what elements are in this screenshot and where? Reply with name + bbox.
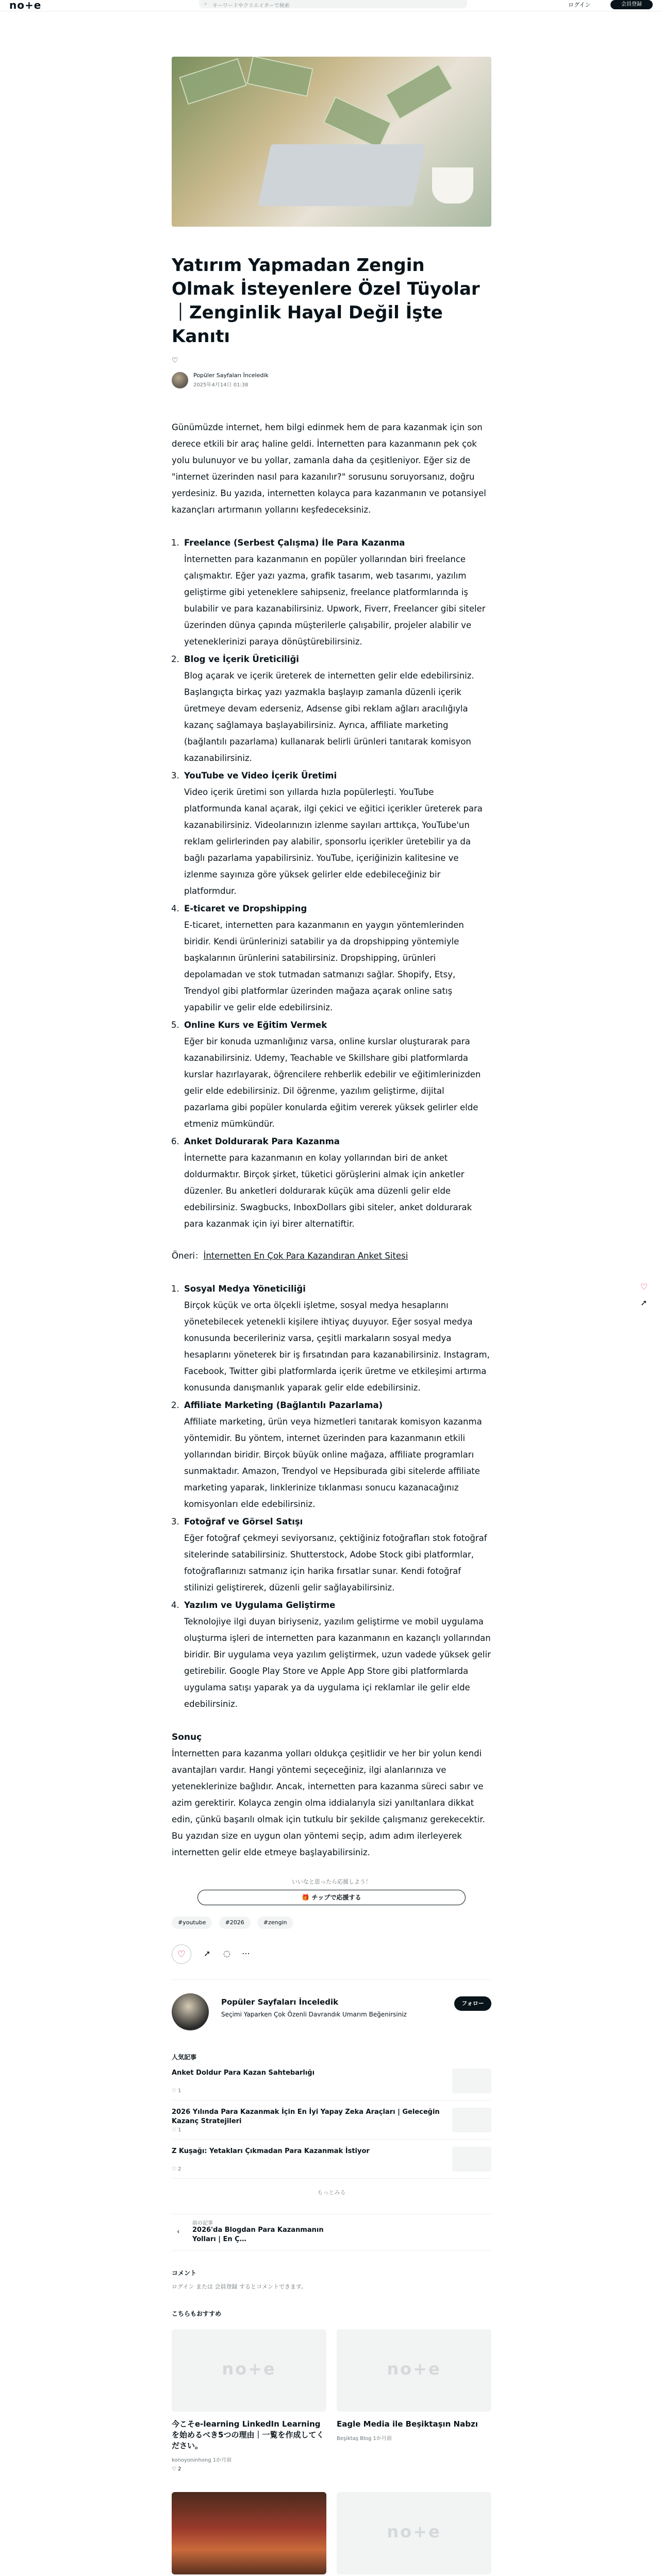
article-date: 2025年4月14日 01:38	[193, 382, 249, 388]
popular-title: 人気記事	[172, 2054, 197, 2061]
share-icon[interactable]: ➚	[204, 1948, 211, 1958]
creator-avatar[interactable]	[172, 1993, 209, 2030]
card-title: Eagle Media ile Beşiktaşın Nabzı	[337, 2419, 478, 2429]
tag-chip[interactable]: #zengin	[257, 1917, 293, 1929]
list-item-desc: Blog açarak ve içerik üreterek de internetten gelir elde edebilirsiniz. Başlangıçta birkaç yazı yazmakla başlayıp zamanla düzenli içerik üretmeye devam ederseniz, Adsense gibi reklam ağları aracılığıyla kazanç sağlamaya başlayabilirsiniz. Ayrıca, affiliate marketing (bağlantılı pazarlama) kullanarak belirli ürünleri tanıtarak komisyon kazanabilirsiniz.	[184, 671, 474, 763]
recommendation-label: Öneri：	[172, 1251, 204, 1261]
comments-note[interactable]: ログイン または 会員登録 するとコメントできます。	[172, 2283, 307, 2290]
list-item-desc: Video içerik üretimi son yıllarda hızla popülerleşti. YouTube platformunda kanal açarak, ilgi çekici ve eğitici içerikler üreterek para kazanabilirsiniz. Videolarınızın izlenme sayıları arttıkça, YouTube'un reklam gelirlerinden pay alabilir, sponsorlu içerikler üretebilir ya da bağlı pazarlama yapabilirsiniz. YouTube, içeriğinizin kalitesine ve izlenme sayınıza göre yüksek gelirler elde edebileceğiniz bir platformdur.	[184, 787, 483, 896]
list-item-title: 4. E-ticaret ve Dropshipping	[184, 904, 307, 913]
list-item-desc: E-ticaret, internetten para kazanmanın en yaygın yöntemlerinden biridir. Kendi ürünlerinizi satabilir ya da dropshipping yöntemiyle başkalarının ürünlerini satabilirsiniz. Dropshipping, ürünleri depolamadan ve stok tutmadan satmanızı sağlar. Shopify, Etsy, Trendyol gibi platformlar üzerinden mağaza açarak online satış yapabilir ve gelir elde edebilirsiniz.	[184, 920, 464, 1012]
list-item-desc: İnternette para kazanmanın en kolay yollarından biri de anket doldurmaktır. Birçok şirket, tüketici görüşlerini almak için anketler düzenler. Bu anketleri doldurarak küçük ama düzenli gelir elde edebilirsiniz. Swagbucks, InboxDollars gibi siteler, anket doldurarak para kazanmak için iyi birer alternatiftir.	[184, 1153, 472, 1229]
login-link[interactable]: ログイン	[568, 2, 591, 8]
popular-item-title: Anket Doldur Para Kazan Sahtebarlığı	[172, 2069, 315, 2077]
recommend-card[interactable]	[172, 2492, 326, 2576]
money-note-decoration	[246, 57, 313, 97]
popular-item-thumb	[452, 2069, 491, 2093]
card-placeholder-logo: no+e	[387, 2522, 441, 2541]
follow-button[interactable]: フォロー	[454, 1996, 491, 2011]
list-item	[182, 1397, 491, 1513]
search-input[interactable]	[199, 0, 467, 8]
list-item	[182, 1017, 491, 1132]
money-note-decoration	[385, 64, 453, 120]
more-icon[interactable]: ⋯	[242, 1948, 250, 1958]
like-button[interactable]: ♡	[172, 1944, 191, 1964]
popular-item-thumb	[452, 2147, 491, 2172]
like-count: 2	[178, 2466, 181, 2472]
creator-name[interactable]: Popüler Sayfaları İnceledik	[221, 1997, 339, 2007]
intro-paragraph: Günümüzde internet, hem bilgi edinmek hem de para kazanmak için son derece etkili bir araç haline geldi. İnternetten para kazanmanın pek çok yolu bulunuyor ve bu yollar, zamanla daha da çeşitleniyor. Eğer siz de "internet üzerinden nasıl para kazanılır?" sorusunu soruyorsanız, doğru yerdesiniz. Bu yazıda, internetten kolayca para kazanmanın ve potansiyel kazançları artırmanın yollarını keşfedeceksiniz.	[172, 422, 486, 515]
comment-icon[interactable]: ◌	[223, 1948, 230, 1958]
money-note-decoration	[323, 96, 391, 148]
article-body	[172, 419, 491, 1861]
creator-desc: Seçimi Yaparken Çok Özenli Davrandık Umarım Beğenirsiniz	[221, 2011, 407, 2018]
more-link[interactable]: もっとみる	[317, 2189, 346, 2196]
author-block	[172, 371, 491, 389]
list-item-title: 1. Sosyal Medya Yöneticiliği	[184, 1284, 306, 1294]
like-count: 1	[178, 2127, 181, 2133]
list-item-title: 6. Anket Doldurarak Para Kazanma	[184, 1137, 340, 1146]
heart-icon: ♡	[172, 2088, 178, 2094]
list-item-desc: Affiliate marketing, ürün veya hizmetleri tanıtarak komisyon kazanma yöntemidir. Bu yöntem, internet üzerinden para kazanmanın etkili yollarından biridir. Birçok büyük online mağaza, affiliate programları sunmaktadır. Amazon, Trendyol ve Hepsiburada gibi sitelerde affiliate marketing yaparak, linklerinize tıklanması sonucu kazanacağınız komisyonları elde edebilirsiniz.	[184, 1417, 482, 1509]
list-item	[182, 1597, 491, 1713]
card-meta: konoyoninhong 1か月前	[172, 2458, 232, 2463]
like-count: 1	[178, 2088, 181, 2094]
list-item	[182, 1133, 491, 1232]
list-item-desc: Teknolojiye ilgi duyan biriyseniz, yazılım geliştirme ve mobil uygulama oluşturma işleri de internetten para kazanmanın en kazançlı yollarından biridir. Bir uygulama veya yazılım geliştirmek, uzun vadede yüksek gelir getirebilir. Google Play Store ve Apple App Store gibi platformlarda uygulama satışı yaparak ya da uygulama içi reklamlar ile gelir elde edebilirsiniz.	[184, 1617, 491, 1709]
heart-icon[interactable]: ♡	[172, 357, 178, 365]
popular-item-title: 2026 Yılında Para Kazanmak İçin En İyi Yapay Zeka Araçları | Geleceğin Kazanç Stratejileri	[172, 2108, 440, 2125]
top-bar	[0, 0, 662, 11]
tip-button[interactable]	[197, 1890, 466, 1905]
article-title: Yatırım Yapmadan Zengin Olmak İsteyenlere Özel Tüyolar｜Zenginlik Hayal Değil İşte Kanıtı	[172, 255, 480, 347]
list-item	[182, 535, 491, 650]
popular-item-likes	[172, 2088, 181, 2094]
list-item[interactable]	[172, 2140, 491, 2179]
share-icon[interactable]: ➚	[640, 1298, 648, 1308]
recommend-card[interactable]	[337, 2492, 491, 2576]
floating-actions	[640, 1282, 661, 1314]
recommend-card[interactable]	[172, 2329, 326, 2472]
signup-button[interactable]: 会員登録	[610, 0, 653, 9]
recommend-card[interactable]	[337, 2329, 491, 2442]
list-item	[182, 651, 491, 767]
tag-chip[interactable]: #2026	[219, 1917, 251, 1929]
article-main	[172, 57, 491, 2576]
prev-article[interactable]	[172, 2214, 491, 2251]
list-item	[182, 1514, 491, 1596]
list-item	[182, 768, 491, 900]
heart-icon[interactable]: ♡	[640, 1282, 648, 1292]
card-image	[337, 2492, 491, 2574]
recommendation-link[interactable]: İnternetten En Çok Para Kazandıran Anket Sitesi	[203, 1251, 408, 1261]
list-item-title: 2. Affiliate Marketing (Bağlantılı Pazarlama)	[184, 1400, 383, 1410]
site-logo[interactable]: no+e	[9, 0, 42, 11]
card-placeholder-logo: no+e	[387, 2359, 441, 2379]
list-item-desc: Eğer fotoğraf çekmeyi seviyorsanız, çektiğiniz fotoğrafları stok fotoğraf sitelerinde satabilirsiniz. Shutterstock, Adobe Stock gibi platformlar, fotoğraflarınızı satmanız için harika fırsatlar sunar. Kendi fotoğraf stilinizi geliştirerek, düzenli gelir sağlayabilirsiniz.	[184, 1533, 487, 1592]
list-item-desc: Eğer bir konuda uzmanlığınız varsa, online kurslar oluşturarak para kazanabilirsiniz. Udemy, Teachable ve Skillshare gibi platformlarda kurslar hazırlayarak, öğrencilere rehberlik edebilir ve eğitimlerinizden gelir elde edebilirsiniz. Dil öğrenme, yazılım geliştirme, dijital pazarlama gibi popüler konularda eğitim vererek yüksek gelirler elde etmeniz mümkündür.	[184, 1037, 481, 1129]
money-note-decoration	[179, 58, 246, 105]
prev-label: 前の記事	[192, 2221, 213, 2226]
search-placeholder: キーワードやクリエイターで検索	[212, 3, 290, 9]
method-list-1	[182, 535, 491, 1232]
popular-item-likes	[172, 2127, 181, 2133]
recommend-title: こちらもおすすめ	[172, 2310, 222, 2317]
card-likes	[172, 2466, 326, 2472]
author-name[interactable]: Popüler Sayfaları İnceledik	[193, 372, 269, 379]
tip-button-label: チップで応援する	[311, 1894, 361, 1901]
card-image	[172, 2492, 326, 2574]
gift-icon: 🎁	[302, 1894, 312, 1901]
article-actions	[172, 1944, 491, 1965]
list-item-title: 2. Blog ve İçerik Üreticiliği	[184, 654, 299, 664]
search-icon: ⌕	[204, 1, 207, 7]
card-image	[172, 2329, 326, 2412]
hero-image	[172, 57, 491, 227]
heart-icon: ♡	[172, 2127, 178, 2133]
popular-item-title: Z Kuşağı: Yetakları Çıkmadan Para Kazanmak İstiyor	[172, 2147, 370, 2155]
comments-title: コメント	[172, 2269, 197, 2277]
list-item-title: 1. Freelance (Serbest Çalışma) İle Para Kazanma	[184, 538, 405, 548]
heart-icon: ♡	[172, 2166, 178, 2172]
recommend-grid	[172, 2329, 491, 2576]
like-count: 2	[178, 2166, 181, 2172]
cup-decoration	[432, 167, 473, 204]
author-avatar[interactable]	[172, 372, 188, 388]
tag-list	[172, 1917, 491, 1929]
conclusion-paragraph: İnternetten para kazanma yolları oldukça çeşitlidir ve her bir yolun kendi avantajları vardır. Hangi yöntemi seçeceğiniz, ilgi alanlarınıza ve yeteneklerinize bağlıdır. Ancak, internetten para kazanma süreci sabır ve azim gerektirir. Kolayca zengin olma iddialarıyla sizi yanıltanlara dikkat edin, çünkü başarılı olmak için tutkulu bir şekilde çalışmanız gerekecektir. Bu yazıdan size en uygun olan yöntemi seçip, adım adım ilerleyerek internetten gelir elde etmeye başlayabilirsiniz.	[172, 1749, 485, 1857]
card-image	[337, 2329, 491, 2412]
prev-title: 2026'da Blogdan Para Kazanmanın Yolları | En Ç…	[192, 2226, 324, 2243]
card-placeholder-logo: no+e	[222, 2359, 276, 2379]
card-title: 今こそe-learning LinkedIn Learningを始めるべき5つの理由｜一覧を作成してください。	[172, 2419, 324, 2450]
conclusion-title: Sonuç	[172, 1732, 202, 1742]
list-item-title: 5. Online Kurs ve Eğitim Vermek	[184, 1020, 327, 1030]
laptop-decoration	[258, 144, 426, 206]
heart-icon: ♡	[172, 2466, 178, 2472]
list-item	[182, 1281, 491, 1396]
creator-card	[172, 1979, 491, 2025]
tip-label: いいなと思ったら応援しよう！	[292, 1878, 371, 1885]
list-item[interactable]	[172, 2100, 491, 2140]
list-item-desc: Birçok küçük ve orta ölçekli işletme, sosyal medya hesaplarını yönetebilecek yetenekli kişilere ihtiyaç duyuyor. Eğer sosyal medya konusunda becerileriniz varsa, çeşitli markaların sosyal medya hesaplarını yöneterek bir iş fırsatından para kazanabilirsiniz. Instagram, Facebook, Twitter gibi platformlarda içerik üretme ve etkileşimi artırma konusunda danışmanlık yaparak gelir elde edebilirsiniz.	[184, 1300, 490, 1393]
list-item	[182, 901, 491, 1016]
list-item[interactable]	[172, 2061, 491, 2100]
list-item-title: 4. Yazılım ve Uygulama Geliştirme	[184, 1600, 336, 1610]
list-item-desc: İnternetten para kazanmanın en popüler yollarından biri freelance çalışmaktır. Eğer yazı yazma, grafik tasarım, web tasarımı, yazılım geliştirme gibi yeteneklere sahipseniz, freelance platformlarında iş bulabilir ve para kazanabilirsiniz. Upwork, Fiverr, Freelancer gibi siteler üzerinden dünya çapında müşterilerle çalışabilir, projeler alabilir ve yeteneklerinizi paraya dönüştürebilirsiniz.	[184, 554, 486, 647]
tip-box	[172, 1877, 491, 1905]
method-list-2	[182, 1281, 491, 1713]
popular-item-thumb	[452, 2108, 491, 2132]
popular-item-likes	[172, 2166, 181, 2172]
card-meta: Beşiktaş Blog 1か月前	[337, 2436, 392, 2442]
chevron-left-icon: ‹	[177, 2228, 180, 2236]
tag-chip[interactable]: #youtube	[172, 1917, 212, 1929]
list-item-title: 3. YouTube ve Video İçerik Üretimi	[184, 771, 337, 781]
list-item-title: 3. Fotoğraf ve Görsel Satışı	[184, 1517, 303, 1527]
recommendation-line	[172, 1248, 491, 1264]
